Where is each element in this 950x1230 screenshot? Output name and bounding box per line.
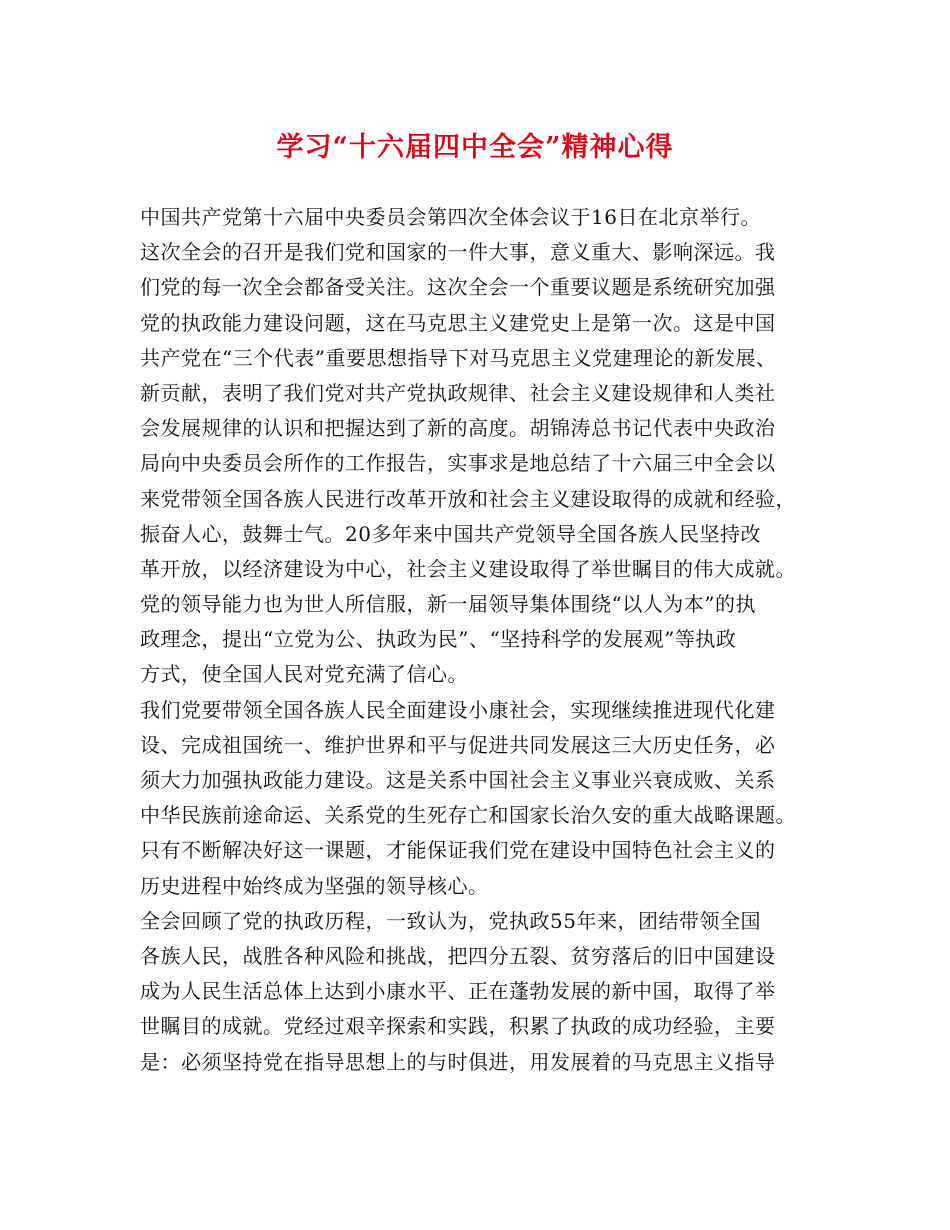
text-line: 党的执政能力建设问题，这在马克思主义建党史上是第一次。这是中国 (140, 310, 776, 335)
document-title: 学习“十六届四中全会”精神心得 (276, 132, 674, 163)
text-line: 党的领导能力也为世人所信服，新一届领导集体围绕“以人为本”的执 (140, 592, 756, 617)
document-body (140, 200, 820, 1080)
text-line: 全会回顾了党的执政历程，一致认为，党执政55年来，团结带领全国 (140, 908, 761, 933)
text-line: 革开放，以经济建设为中心，社会主义建设取得了举世瞩目的伟大成就。 (140, 556, 796, 581)
text-line: 来党带领全国各族人民进行改革开放和社会主义建设取得的成就和经验， (140, 486, 796, 511)
text-line: 中华民族前途命运、关系党的生死存亡和国家长治久安的重大战略课题。 (140, 803, 796, 828)
text-line: 新贡献，表明了我们党对共产党执政规律、社会主义建设规律和人类社 (140, 380, 776, 405)
text-line: 会发展规律的认识和把握达到了新的高度。胡锦涛总书记代表中央政治 (140, 416, 776, 441)
text-line: 这次全会的召开是我们党和国家的一件大事，意义重大、影响深远。我 (140, 240, 776, 265)
text-line: 成为人民生活总体上达到小康水平、正在蓬勃发展的新中国，取得了举 (140, 979, 776, 1004)
text-line: 共产党在“三个代表”重要思想指导下对马克思主义党建理论的新发展、 (140, 345, 777, 370)
text-line: 只有不断解决好这一课题，才能保证我们党在建设中国特色社会主义的 (140, 838, 776, 863)
text-line: 设、完成祖国统一、维护世界和平与促进共同发展这三大历史任务，必 (140, 732, 776, 757)
text-line: 历史进程中始终成为坚强的领导核心。 (140, 873, 489, 898)
text-line: 局向中央委员会所作的工作报告，实事求是地总结了十六届三中全会以 (140, 451, 776, 476)
text-line: 们党的每一次全会都备受关注。这次全会一个重要议题是系统研究加强 (140, 275, 776, 300)
text-line: 世瞩目的成就。党经过艰辛探索和实践，积累了执政的成功经验，主要 (140, 1014, 776, 1039)
text-line: 中国共产党第十六届中央委员会第四次全体会议于16日在北京举行。 (140, 205, 761, 229)
text-line: 各族人民，战胜各种风险和挑战，把四分五裂、贫穷落后的旧中国建设 (140, 943, 776, 968)
text-line: 须大力加强执政能力建设。这是关系中国社会主义事业兴衰成败、关系 (140, 768, 776, 792)
text-line: 是：必须坚持党在指导思想上的与时俱进，用发展着的马克思主义指导 (140, 1049, 776, 1074)
text-line: 我们党要带领全国各族人民全面建设小康社会，实现继续推进现代化建 (140, 697, 776, 722)
text-line: 政理念，提出“立党为公、执政为民”、“坚持科学的发展观”等执政 (140, 627, 737, 652)
text-line: 振奋人心，鼓舞士气。20多年来中国共产党领导全国各族人民坚持改 (140, 521, 761, 546)
text-line: 方式，使全国人民对党充满了信心。 (140, 662, 468, 687)
